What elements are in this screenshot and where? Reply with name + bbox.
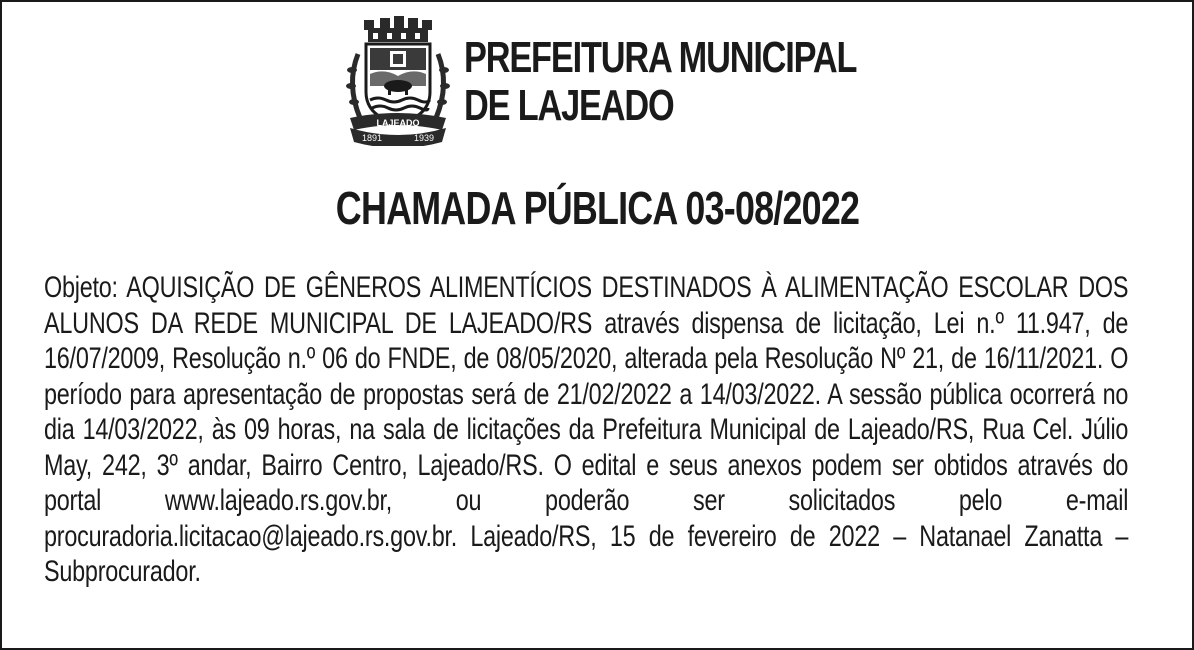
coat-of-arms-icon: [342, 14, 454, 146]
crest-year-left: 1891: [361, 133, 383, 143]
notice-title: [2, 182, 1192, 234]
header: [342, 14, 967, 146]
organization-name-line1: PREFEITURA MUNICIPAL: [464, 33, 857, 82]
crest-year-right: 1939: [413, 133, 435, 143]
notice-title-text: CHAMADA PÚBLICA 03-08/2022: [335, 182, 859, 234]
notice-body: Objeto: AQUISIÇÃO DE GÊNEROS ALIMENTÍCIOS DESTINADOS À ALIMENTAÇÃO ESCOLAR DOS ALUNOS DA REDE MUNICIPAL DE LAJEADO/RS através dispensa de licitação, Lei n.º 11.947, de 16/07/2009, Resolução n.º 06 do FNDE, de 08/05/2020, alterada pela Resolução Nº 21, de 16/11/2021. O período para apresentação de propostas será de 21/02/2022 a 14/03/2022. A sessão pública ocorrerá no dia 14/03/2022, às 09 horas, na sala de licitações da Prefeitura Municipal de Lajeado/RS, Rua Cel. Júlio May, 242, 3º andar, Bairro Centro, Lajeado/RS. O edital e seus anexos podem ser obtidos através do portal www.lajeado.rs.gov.br, ou poderão ser solicitados pelo e-mail procuradoria.licitacao@lajeado.rs.gov.br. Lajeado/RS, 15 de fevereiro de 2022 – Natanael Zanatta – Subprocurador.: [44, 271, 1129, 588]
organization-name-line2: DE LAJEADO: [464, 81, 674, 130]
crest-banner-text: LAJEADO: [376, 118, 420, 128]
organization-name: [464, 34, 856, 130]
